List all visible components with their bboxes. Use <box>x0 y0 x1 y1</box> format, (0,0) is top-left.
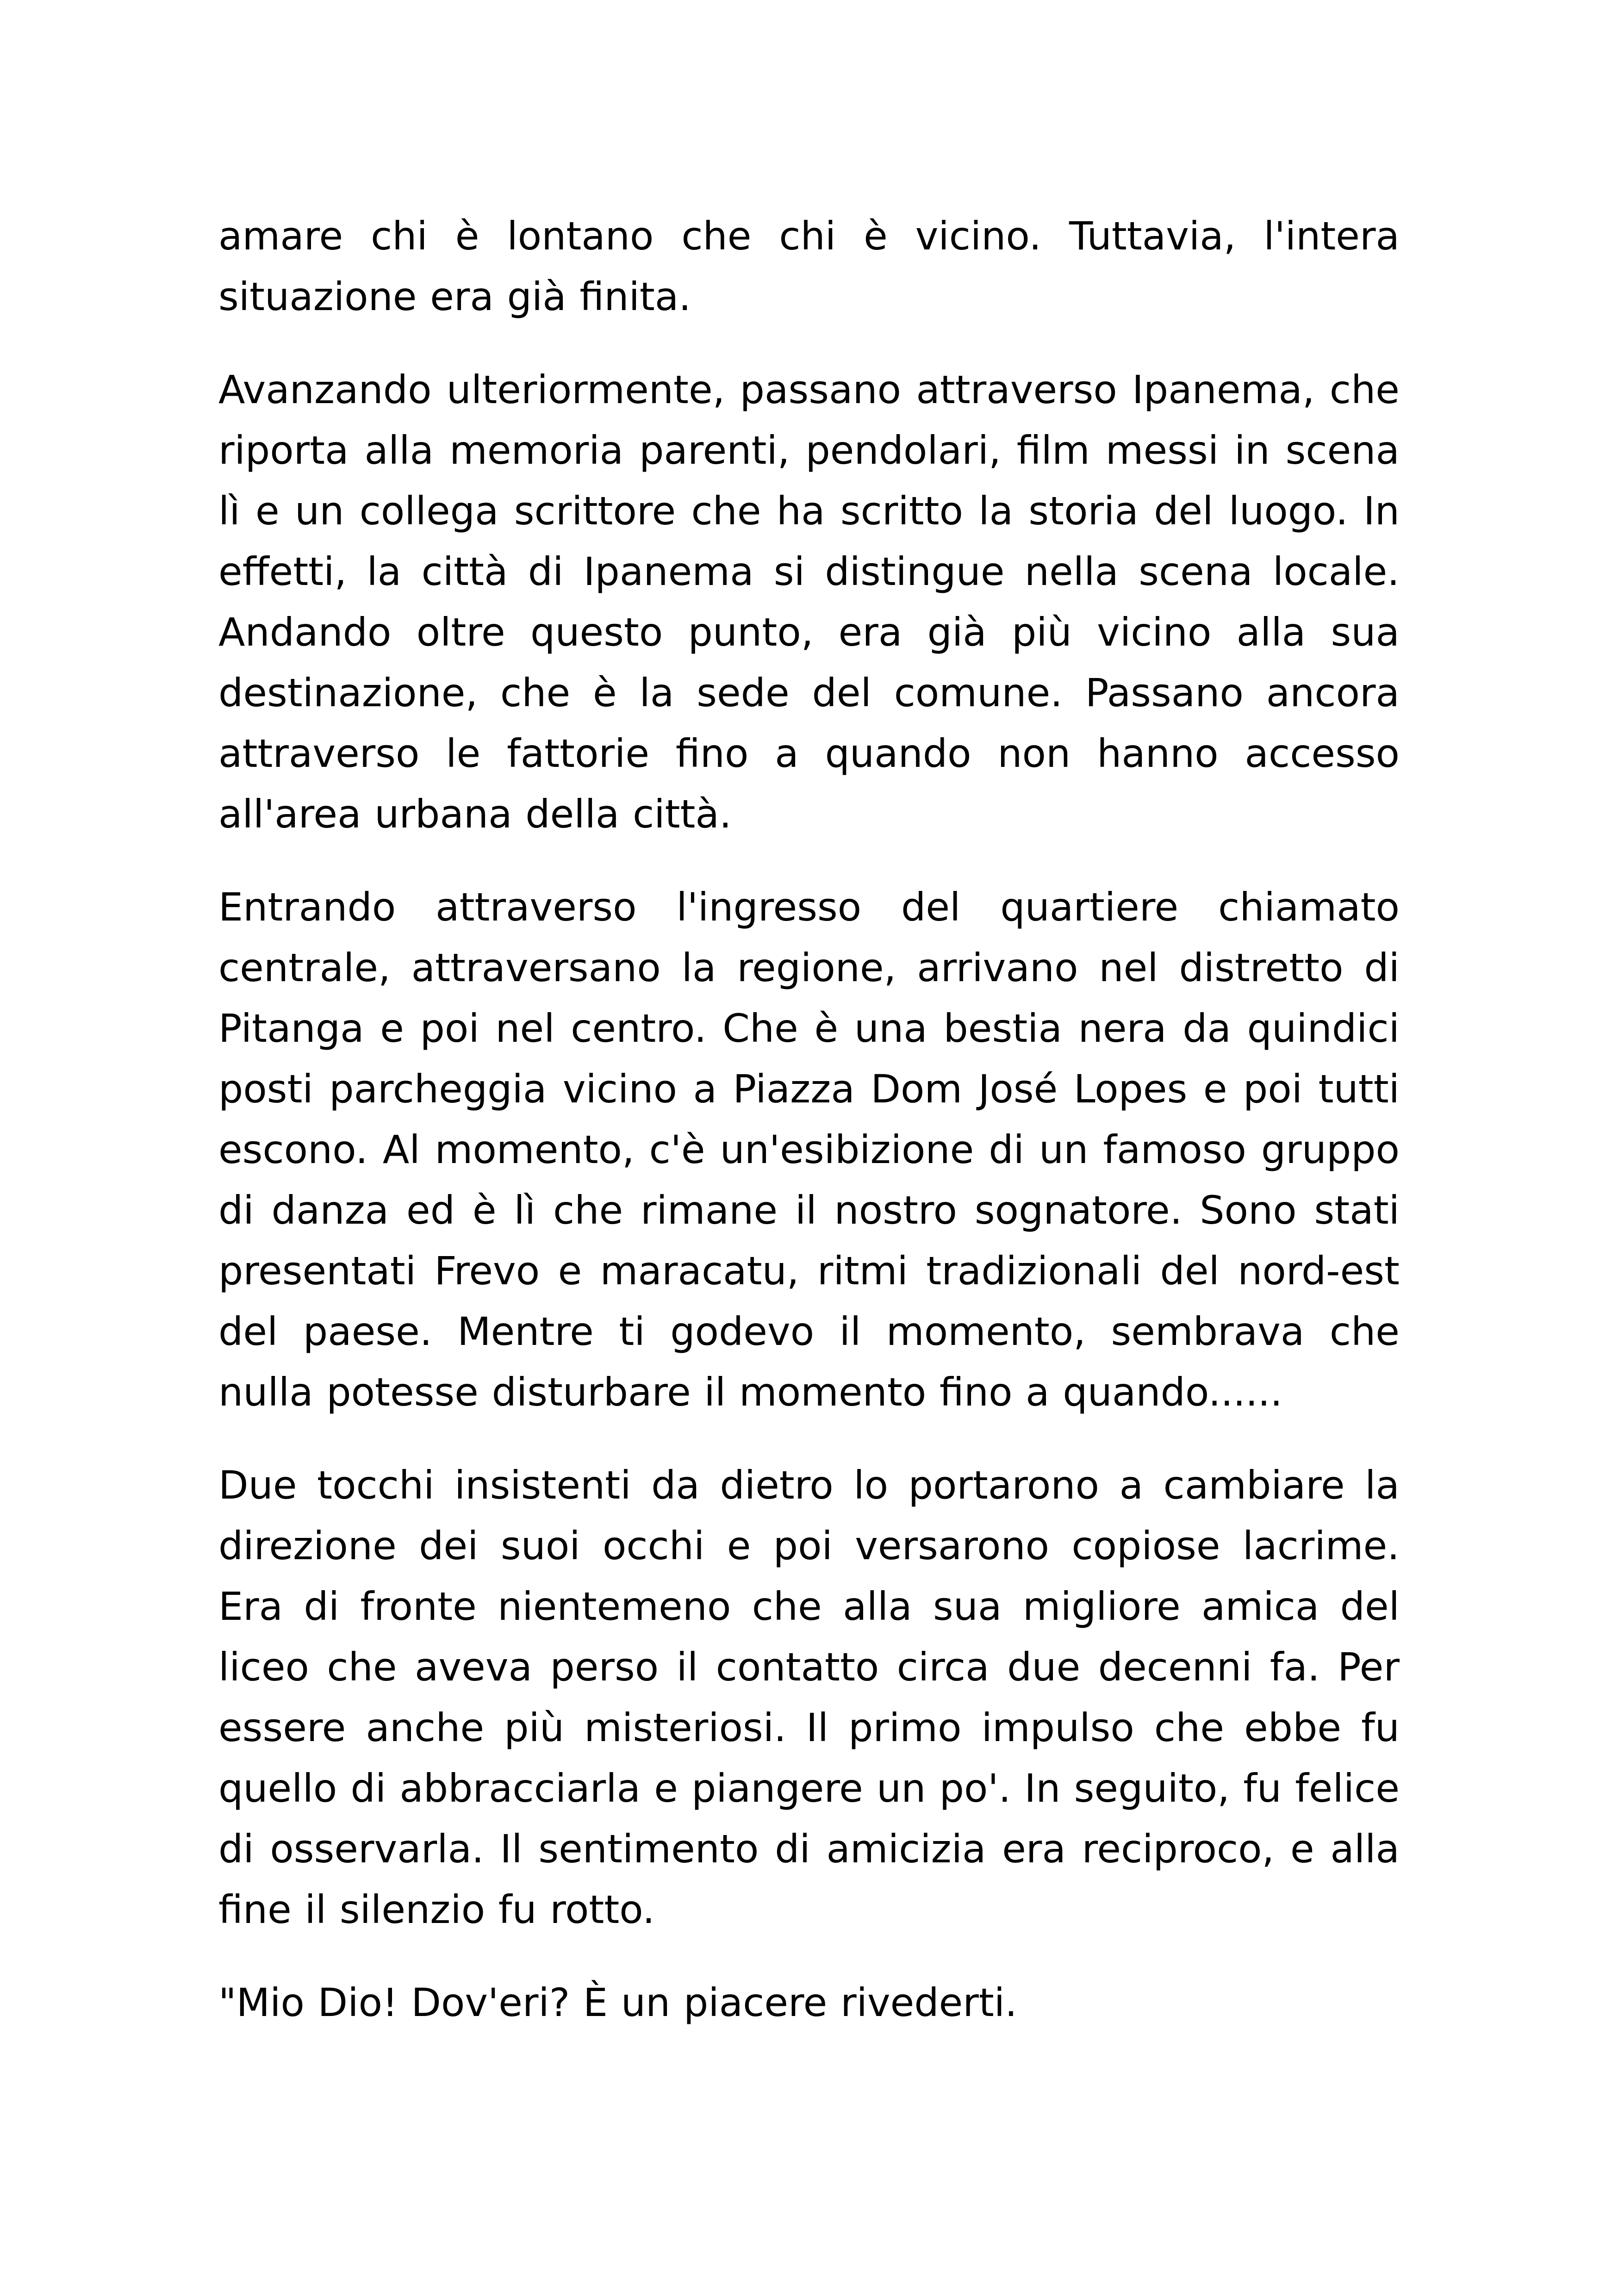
paragraph-3: Entrando attraverso l'ingresso del quartiere chiamato centrale, attraversano la regione, arrivano nel distretto di Pitanga e poi nel centro. Che è una bestia nera da quindici posti parcheggia vicino a Piazza Dom José Lopes e poi tutti escono. Al momento, c'è un'esibizione di un famoso gruppo di danza ed è lì che rimane il nostro sognatore. Sono stati presentati Frevo e maracatu, ritmi tradizionali del nord-est del paese. Mentre ti godevo il momento, sembrava che nulla potesse disturbare il momento fino a quando...... <box>218 884 1400 1415</box>
paragraph-1: amare chi è lontano che chi è vicino. Tuttavia, l'intera situazione era già finita. <box>218 213 1400 319</box>
body-text <box>218 206 1400 2033</box>
paragraph-2: Avanzando ulteriormente, passano attraverso Ipanema, che riporta alla memoria parenti, pendolari, film messi in scena lì e un collega scrittore che ha scritto la storia del luogo. In effetti, la città di Ipanema si distingue nella scena locale. Andando oltre questo punto, era già più vicino alla sua destinazione, che è la sede del comune. Passano ancora attraverso le fattorie fino a quando non hanno accesso all'area urbana della città. <box>218 367 1400 837</box>
paragraph-5: "Mio Dio! Dov'eri? È un piacere rivederti. <box>218 1980 1017 2025</box>
paragraph-4: Due tocchi insistenti da dietro lo portarono a cambiare la direzione dei suoi occhi e poi versarono copiose lacrime. Era di fronte nientemeno che alla sua migliore amica del liceo che aveva perso il contatto circa due decenni fa. Per essere anche più misteriosi. Il primo impulso che ebbe fu quello di abbracciarla e piangere un po'. In seguito, fu felice di osservarla. Il sentimento di amicizia era reciproco, e alla fine il silenzio fu rotto. <box>218 1462 1400 1932</box>
